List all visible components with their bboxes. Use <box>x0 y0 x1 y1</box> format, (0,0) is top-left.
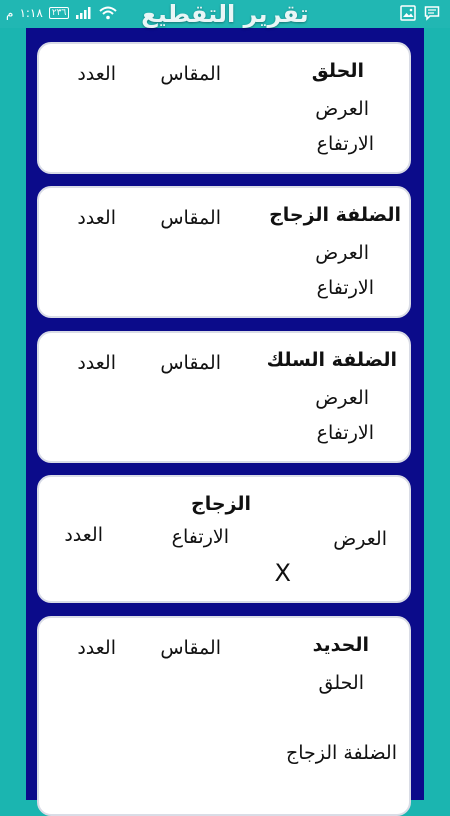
page-title: تقرير التقطيع <box>141 0 309 28</box>
glass-width: العرض <box>333 528 387 550</box>
row-width: العرض <box>315 242 369 264</box>
card-title: الحديد <box>312 634 369 656</box>
col-measure: المقاس <box>160 63 221 85</box>
row-height: الارتفاع <box>316 277 374 299</box>
multiply-sign: X <box>274 559 291 587</box>
status-left <box>6 6 117 20</box>
message-icon <box>424 5 440 21</box>
clock: ١:١٨ <box>19 6 43 20</box>
card-title: الضلفة الزجاج <box>269 204 401 226</box>
glass-height: الارتفاع <box>171 526 229 548</box>
report-container[interactable] <box>26 28 424 800</box>
col-measure: المقاس <box>160 637 221 659</box>
col-count: العدد <box>77 637 116 659</box>
col-measure: المقاس <box>160 352 221 374</box>
status-bar <box>0 0 450 28</box>
row-frame: الحلق <box>318 672 364 694</box>
row-width: العرض <box>315 98 369 120</box>
card-title: الحلق <box>311 60 364 82</box>
signal-icon <box>75 6 93 20</box>
col-count: العدد <box>77 63 116 85</box>
row-height: الارتفاع <box>316 422 374 444</box>
card-title: الزجاج <box>191 493 251 515</box>
card-title: الضلفة السلك <box>266 349 397 371</box>
card-frame <box>37 42 411 174</box>
row-width: العرض <box>315 387 369 409</box>
wifi-icon <box>99 6 117 20</box>
glass-count: العدد <box>64 524 103 546</box>
card-glass <box>37 475 411 603</box>
col-measure: المقاس <box>160 207 221 229</box>
row-glass-sash: الضلفة الزجاج <box>285 742 397 764</box>
col-count: العدد <box>77 352 116 374</box>
card-glass-sash <box>37 186 411 318</box>
am-pm: م <box>6 6 14 20</box>
data-speed-badge: ٢٣٦ <box>49 7 70 19</box>
col-count: العدد <box>77 207 116 229</box>
card-mesh-sash <box>37 331 411 463</box>
card-iron <box>37 616 411 816</box>
status-right <box>400 5 440 21</box>
row-height: الارتفاع <box>316 133 374 155</box>
image-icon <box>400 5 416 21</box>
